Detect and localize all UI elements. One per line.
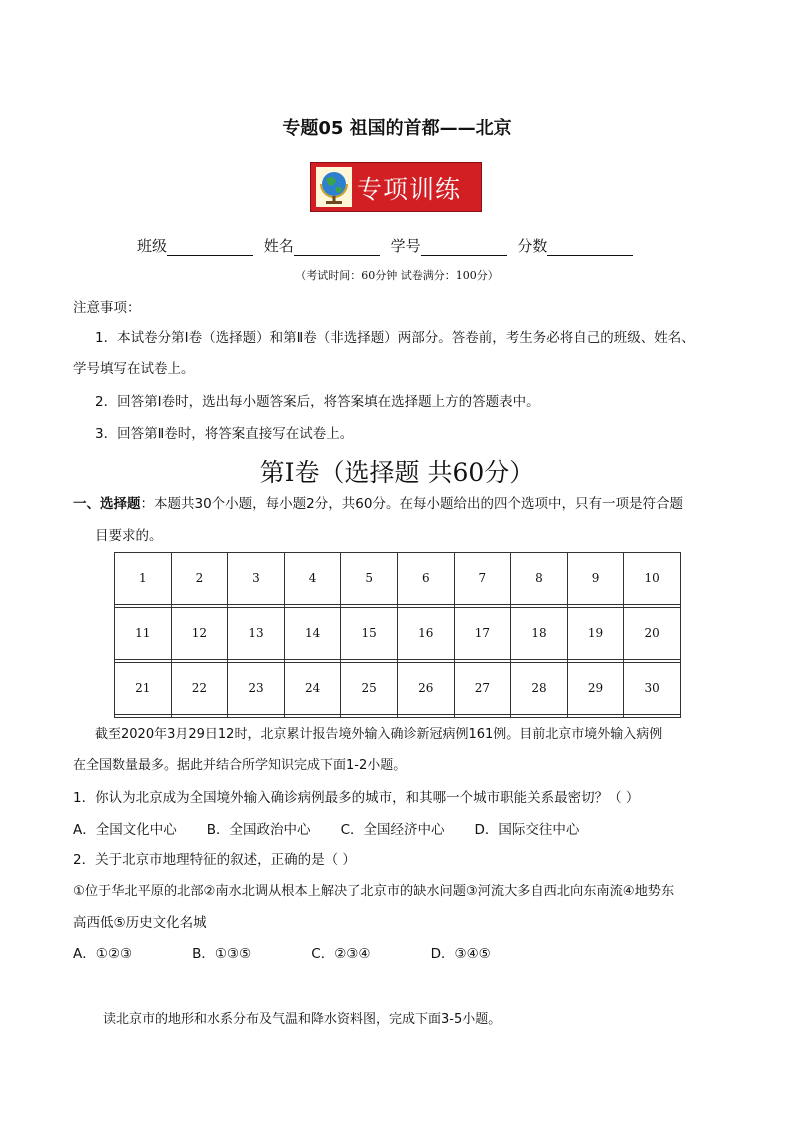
question-number-cell: 9: [567, 553, 624, 605]
question-number-cell: 26: [397, 663, 454, 715]
question-number-cell: 22: [171, 663, 228, 715]
id-field[interactable]: [421, 240, 507, 256]
answer-cell[interactable]: [115, 714, 172, 717]
answer-number-row: [115, 608, 681, 660]
notes-heading: 注意事项：: [73, 300, 141, 316]
question-number-cell: 1: [115, 553, 172, 605]
question-number-cell: 24: [284, 663, 341, 715]
passage2-line1: 读北京市的地形和水系分布及气温和降水资料图，完成下面3-5小题。: [103, 1012, 502, 1027]
question-number-cell: 6: [397, 553, 454, 605]
section-instr-prefix: 一、选择题: [73, 496, 141, 512]
notes-item-3: 3．回答第Ⅱ卷时，将答案直接写在试卷上。: [95, 426, 354, 442]
answer-table: [114, 552, 681, 718]
answer-cell[interactable]: [341, 714, 398, 717]
passage1-line1: 截至2020年3月29日12时，北京累计报告境外输入确诊新冠病例161例。目前北京市境外输入病例: [95, 727, 663, 742]
question-number-cell: 19: [567, 608, 624, 660]
question-number-cell: 16: [397, 608, 454, 660]
question-number-cell: 12: [171, 608, 228, 660]
answer-cell[interactable]: [284, 714, 341, 717]
section-instructions: [73, 494, 683, 514]
question-number-cell: 11: [115, 608, 172, 660]
question-number-cell: 13: [228, 608, 285, 660]
section-title: 第Ⅰ卷（选择题 共60分）: [259, 458, 535, 487]
notes-item-2: 2．回答第Ⅰ卷时，选出每小题答案后，将答案填在选择题上方的答题表中。: [95, 394, 540, 410]
question-number-cell: 17: [454, 608, 511, 660]
question-number-cell: 10: [624, 553, 681, 605]
class-label: 班级: [137, 237, 168, 255]
class-field[interactable]: [167, 240, 253, 256]
special-training-banner: [310, 162, 482, 212]
question-2-stem: 2．关于北京市地理特征的叙述，正确的是（ ）: [73, 852, 356, 868]
question-number-cell: 28: [511, 663, 568, 715]
question-number-cell: 18: [511, 608, 568, 660]
answer-number-row: [115, 663, 681, 715]
question-number-cell: 2: [171, 553, 228, 605]
score-field[interactable]: [547, 240, 633, 256]
question-number-cell: 25: [341, 663, 398, 715]
name-field[interactable]: [294, 240, 380, 256]
question-number-cell: 3: [228, 553, 285, 605]
answer-blank-row: [115, 714, 681, 717]
notes-item-1: 1．本试卷分第Ⅰ卷（选择题）和第Ⅱ卷（非选择题）两部分。答卷前，考生务必将自己的班级、姓名、: [95, 330, 695, 346]
student-info-row: [137, 235, 639, 256]
question-number-cell: 23: [228, 663, 285, 715]
name-label: 姓名: [263, 237, 294, 255]
answer-number-row: [115, 553, 681, 605]
exam-time: （考试时间：60分钟 试卷满分：100分）: [295, 269, 499, 282]
globe-icon: [316, 167, 352, 207]
question-number-cell: 27: [454, 663, 511, 715]
answer-cell[interactable]: [454, 714, 511, 717]
question-1-stem: 1．你认为北京成为全国境外输入确诊病例最多的城市，和其哪一个城市职能关系最密切？（ ）: [73, 790, 640, 806]
answer-cell[interactable]: [511, 714, 568, 717]
answer-cell[interactable]: [624, 714, 681, 717]
passage1-line2: 在全国数量最多。据此并结合所学知识完成下面1-2小题。: [73, 758, 407, 773]
question-number-cell: 21: [115, 663, 172, 715]
answer-cell[interactable]: [228, 714, 285, 717]
question-2-line2: 高西低⑤历史文化名城: [73, 915, 207, 931]
question-number-cell: 30: [624, 663, 681, 715]
question-number-cell: 4: [284, 553, 341, 605]
question-number-cell: 14: [284, 608, 341, 660]
question-number-cell: 5: [341, 553, 398, 605]
answer-cell[interactable]: [397, 714, 454, 717]
question-2-line1: ①位于华北平原的北部②南水北调从根本上解决了北京市的缺水问题③河流大多自西北向东南流④地势东: [73, 884, 675, 899]
question-number-cell: 29: [567, 663, 624, 715]
question-number-cell: 8: [511, 553, 568, 605]
question-number-cell: 7: [454, 553, 511, 605]
section-instr-line2: 目要求的。: [95, 528, 163, 544]
question-number-cell: 20: [624, 608, 681, 660]
question-1-options: A．全国文化中心 B．全国政治中心 C．全国经济中心 D．国际交往中心: [73, 822, 580, 838]
question-number-cell: 15: [341, 608, 398, 660]
answer-cell[interactable]: [567, 714, 624, 717]
score-label: 分数: [517, 237, 548, 255]
page-title: 专题05 祖国的首都——北京: [282, 118, 512, 139]
id-label: 学号: [390, 237, 421, 255]
section-instr-line1: ：本题共30个小题，每小题2分，共60分。在每小题给出的四个选项中，只有一项是符合题: [140, 496, 683, 512]
answer-cell[interactable]: [171, 714, 228, 717]
banner-label: 专项训练: [357, 175, 462, 204]
notes-item-1-cont: 学号填写在试卷上。: [73, 361, 195, 377]
question-2-options: A．①②③ B．①③⑤ C．②③④ D．③④⑤: [73, 946, 491, 962]
